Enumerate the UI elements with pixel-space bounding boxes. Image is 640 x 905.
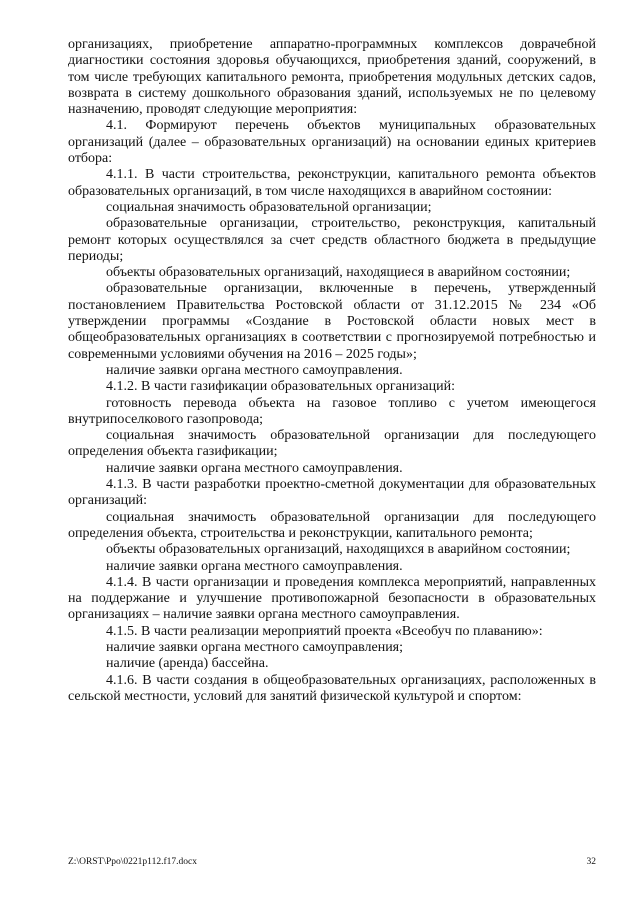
paragraph: объекты образовательных организаций, находящиеся в аварийном состоянии; — [106, 265, 571, 281]
paragraph: социальная значимость образовательной организации для последующего определения объекта газификации; — [68, 428, 596, 460]
paragraph: 4.1.5. В части реализации мероприятий проекта «Всеобуч по плаванию»: — [106, 623, 543, 639]
paragraph: 4.1.2. В части газификации образовательных организаций: — [106, 379, 455, 395]
paragraph: наличие заявки органа местного самоуправления; — [106, 639, 404, 655]
paragraph: готовность перевода объекта на газовое топливо с учетом имеющегося внутрипоселкового газопровода; — [68, 395, 596, 427]
paragraph: 4.1.6. В части создания в общеобразовательных организациях, расположенных в сельской местности, условий для занятий физической культурой и спортом: — [68, 672, 596, 704]
paragraph: наличие заявки органа местного самоуправления. — [106, 460, 403, 476]
paragraph: наличие заявки органа местного самоуправления. — [106, 362, 403, 378]
paragraph: социальная значимость образовательной организации для последующего определения объекта, строительства и реконструкции, капитального ремонта; — [68, 509, 596, 541]
paragraph: 4.1.4. В части организации и проведения комплекса мероприятий, направленных на поддержание и улучшение противопожарной безопасности в образовательных организациях – наличие заявки органа местного самоуправления. — [68, 574, 596, 623]
footer-file-path: Z:\ORST\Ppo\0221p112.f17.docx — [68, 857, 197, 867]
paragraph: наличие (аренда) бассейна. — [106, 656, 269, 672]
paragraph: образовательные организации, включенные в перечень, утвержденный постановлением Правительства Ростовской области от 31.12.2015 № 234 «Об утверждении программы «Создание в Ростовской области новых мест в общеобразовательных организациях в соответствии с прогнозируемой потребностью и современными условиями обучения на 2016 – 2025 годы»; — [68, 281, 596, 362]
paragraph: 4.1.3. В части разработки проектно-сметной документации для образовательных организаций: — [68, 477, 596, 509]
paragraph: объекты образовательных организаций, находящихся в аварийном состоянии; — [106, 542, 571, 558]
paragraph: 4.1. Формируют перечень объектов муниципальных образовательных организаций (далее – образовательных организаций) на основании единых критериев отбора: — [68, 118, 596, 167]
paragraph: организациях, приобретение аппаратно-программных комплексов доврачебной диагностики состояния здоровья обучающихся, приобретения зданий, сооружений, в том числе требующих капитального ремонта, приобретения модульных детских садов, возврата в систему дошкольного образования зданий, используемых не по целевому назначению, проводят следующие мероприятия: — [68, 37, 596, 118]
paragraph: наличие заявки органа местного самоуправления. — [106, 558, 403, 574]
paragraph: образовательные организации, строительство, реконструкция, капитальный ремонт которых осуществлялся за счет средств областного бюджета в предыдущие периоды; — [68, 216, 596, 264]
footer-page-number: 32 — [586, 857, 596, 867]
paragraph: социальная значимость образовательной организации; — [106, 199, 432, 215]
paragraph: 4.1.1. В части строительства, реконструкции, капитального ремонта объектов образовательных организаций, в том числе находящихся в аварийном состоянии: — [68, 167, 596, 199]
body-text — [68, 37, 596, 705]
